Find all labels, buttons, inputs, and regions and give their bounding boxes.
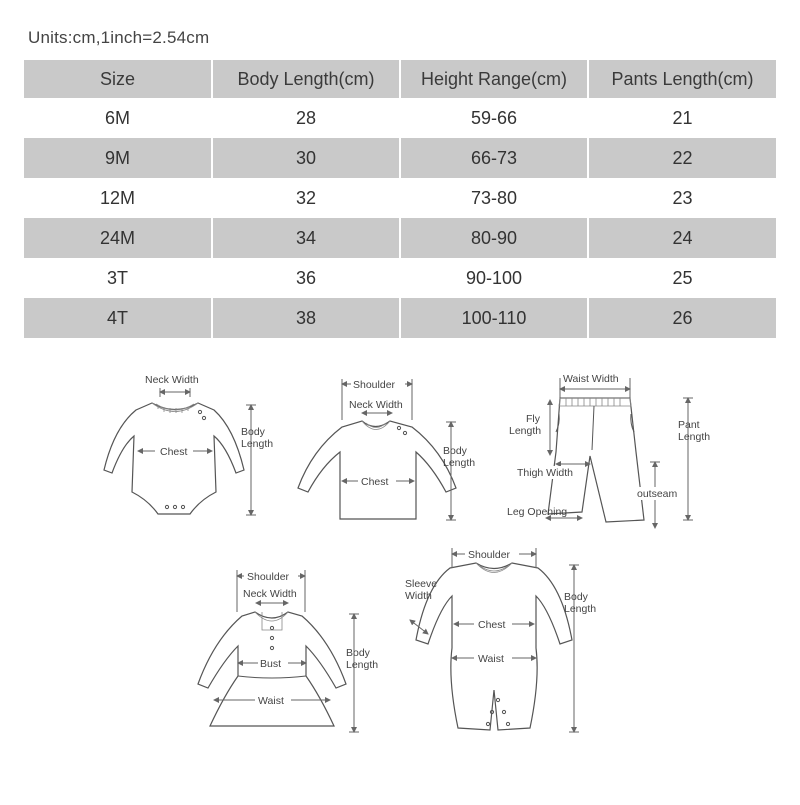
label-neck-width: Neck Width	[145, 374, 199, 386]
cell-size: 3T	[24, 258, 212, 298]
label-length: Length	[564, 603, 597, 615]
header-body-length: Body Length(cm)	[212, 60, 400, 98]
cell-height-range: 59-66	[400, 98, 588, 138]
label-chest: Chest	[478, 619, 506, 631]
cell-size: 9M	[24, 138, 212, 178]
header-height-range: Height Range(cm)	[400, 60, 588, 98]
label-waist: Waist	[478, 653, 504, 665]
dress-diagram	[198, 569, 378, 732]
cell-pants-length: 22	[588, 138, 776, 178]
label-neck-width: Neck Width	[349, 399, 403, 411]
table-row	[24, 298, 776, 338]
measurement-diagrams	[0, 350, 800, 800]
units-note: Units:cm,1inch=2.54cm	[28, 28, 210, 47]
cell-body-length: 36	[212, 258, 400, 298]
label-fly: Fly	[526, 413, 540, 425]
cell-size: 12M	[24, 178, 212, 218]
bodysuit-outline	[104, 403, 244, 514]
label-chest: Chest	[160, 446, 188, 458]
table-row	[24, 98, 776, 138]
label-shoulder: Shoulder	[247, 571, 290, 583]
label-length: Length	[241, 438, 274, 450]
cell-size: 4T	[24, 298, 212, 338]
header-pants-length: Pants Length(cm)	[588, 60, 776, 98]
cell-height-range: 90-100	[400, 258, 588, 298]
cell-body-length: 30	[212, 138, 400, 178]
label-fly-length: Length	[509, 425, 542, 437]
cell-pants-length: 23	[588, 178, 776, 218]
cell-body-length: 34	[212, 218, 400, 258]
label-pant: Pant	[678, 419, 700, 431]
cell-body-length: 28	[212, 98, 400, 138]
label-waist-width: Waist Width	[563, 373, 619, 385]
label-leg-opening: Leg Opening	[507, 506, 568, 518]
label-body: Body	[443, 445, 467, 457]
label-length: Length	[443, 457, 476, 469]
label-body: Body	[346, 647, 370, 659]
label-body: Body	[564, 591, 588, 603]
tshirt-diagram	[298, 377, 475, 520]
cell-pants-length: 25	[588, 258, 776, 298]
cell-size: 24M	[24, 218, 212, 258]
cell-pants-length: 26	[588, 298, 776, 338]
table-row	[24, 218, 776, 258]
label-length: Length	[346, 659, 379, 671]
table-row	[24, 178, 776, 218]
cell-height-range: 66-73	[400, 138, 588, 178]
size-chart-table	[24, 60, 776, 338]
cell-pants-length: 21	[588, 98, 776, 138]
table-row	[24, 258, 776, 298]
table-row	[24, 138, 776, 178]
label-sleeve: Sleeve	[405, 578, 438, 590]
romper-outline	[416, 563, 572, 730]
cell-pants-length: 24	[588, 218, 776, 258]
romper-diagram	[405, 547, 596, 732]
tshirt-outline	[298, 421, 456, 519]
label-body: Body	[241, 426, 265, 438]
cell-height-range: 100-110	[400, 298, 588, 338]
header-size: Size	[24, 60, 212, 98]
bodysuit-diagram	[104, 374, 273, 515]
label-neck-width: Neck Width	[243, 588, 297, 600]
label-waist: Waist	[258, 695, 284, 707]
label-sleeve-width: Width	[405, 590, 432, 602]
cell-height-range: 80-90	[400, 218, 588, 258]
cell-body-length: 32	[212, 178, 400, 218]
label-pant-length: Length	[678, 431, 711, 443]
label-thigh-width: Thigh Width	[517, 467, 574, 479]
cell-height-range: 73-80	[400, 178, 588, 218]
label-outseam: outseam	[637, 488, 678, 500]
label-bust: Bust	[260, 658, 282, 670]
cell-body-length: 38	[212, 298, 400, 338]
pants-diagram	[507, 372, 710, 528]
label-chest: Chest	[361, 476, 389, 488]
label-shoulder: Shoulder	[353, 379, 396, 391]
pants-outline	[548, 398, 644, 522]
table-header-row	[24, 60, 776, 98]
label-shoulder: Shoulder	[468, 549, 511, 561]
cell-size: 6M	[24, 98, 212, 138]
